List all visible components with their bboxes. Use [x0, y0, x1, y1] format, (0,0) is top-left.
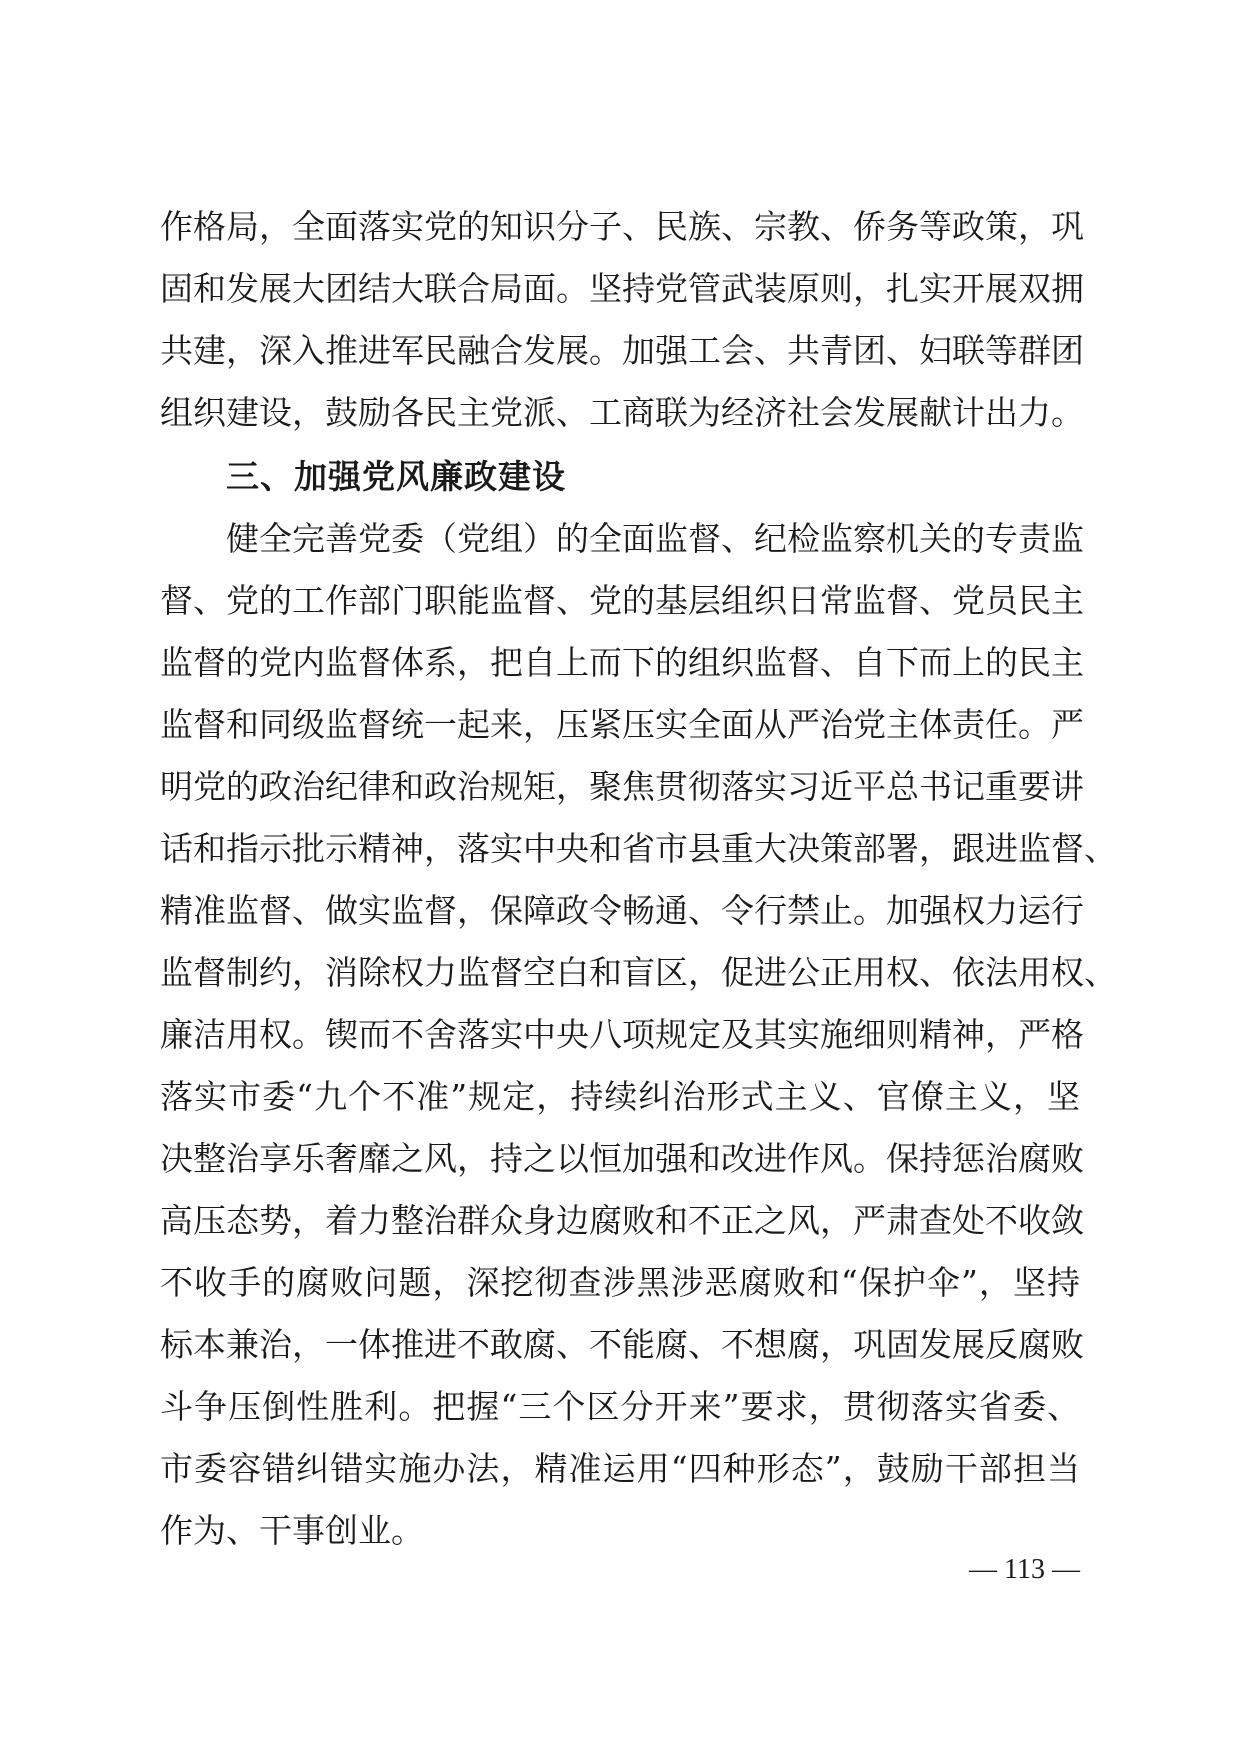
body-text-line: 共建，深入推进军民融合发展。加强工会、共青团、妇联等群团: [160, 331, 1084, 370]
body-text-line: 标本兼治，一体推进不敢腐、不能腐、不想腐，巩固发展反腐败: [160, 1325, 1084, 1364]
body-text-line: 监督和同级监督统一起来，压紧压实全面从严治党主体责任。严: [160, 705, 1084, 744]
body-text-line: 健全完善党委（党组）的全面监督、纪检监察机关的专责监: [226, 519, 1084, 558]
body-text-line: 斗争压倒性胜利。把握“三个区分开来”要求，贯彻落实省委、: [160, 1387, 1080, 1426]
body-text-line: 高压态势，着力整治群众身边腐败和不正之风，严肃查处不收敛: [160, 1201, 1084, 1240]
body-text-line: 督、党的工作部门职能监督、党的基层组织日常监督、党员民主: [160, 581, 1084, 620]
body-text-line: 市委容错纠错实施办法，精准运用“四种形态”，鼓励干部担当: [160, 1449, 1080, 1488]
body-text-line: 组织建设，鼓励各民主党派、工商联为经济社会发展献计出力。: [160, 393, 1084, 432]
body-text-line: 监督制约，消除权力监督空白和盲区，促进公正用权、依法用权、: [160, 953, 1117, 992]
body-text-line: 固和发展大团结大联合局面。坚持党管武装原则，扎实开展双拥: [160, 269, 1084, 308]
body-text-line: 廉洁用权。锲而不舍落实中央八项规定及其实施细则精神，严格: [160, 1015, 1084, 1054]
body-text-line: 决整治享乐奢靡之风，持之以恒加强和改进作风。保持惩治腐败: [160, 1139, 1084, 1178]
body-text-line: 落实市委“九个不准”规定，持续纠治形式主义、官僚主义，坚: [160, 1077, 1080, 1116]
body-text-line: 明党的政治纪律和政治规矩，聚焦贯彻落实习近平总书记重要讲: [160, 767, 1084, 806]
page-number: — 113 —: [969, 1554, 1080, 1585]
body-text-line: 话和指示批示精神，落实中央和省市县重大决策部署，跟进监督、: [160, 829, 1117, 868]
body-text-line: 精准监督、做实监督，保障政令畅通、令行禁止。加强权力运行: [160, 891, 1084, 930]
section-heading: 三、加强党风廉政建设: [226, 457, 566, 496]
body-text-line: 作格局，全面落实党的知识分子、民族、宗教、侨务等政策，巩: [160, 207, 1084, 246]
body-text-line: 不收手的腐败问题，深挖彻查涉黑涉恶腐败和“保护伞”，坚持: [160, 1263, 1080, 1302]
body-text-line: 作为、干事创业。: [160, 1511, 424, 1550]
body-text-line: 监督的党内监督体系，把自上而下的组织监督、自下而上的民主: [160, 643, 1084, 682]
